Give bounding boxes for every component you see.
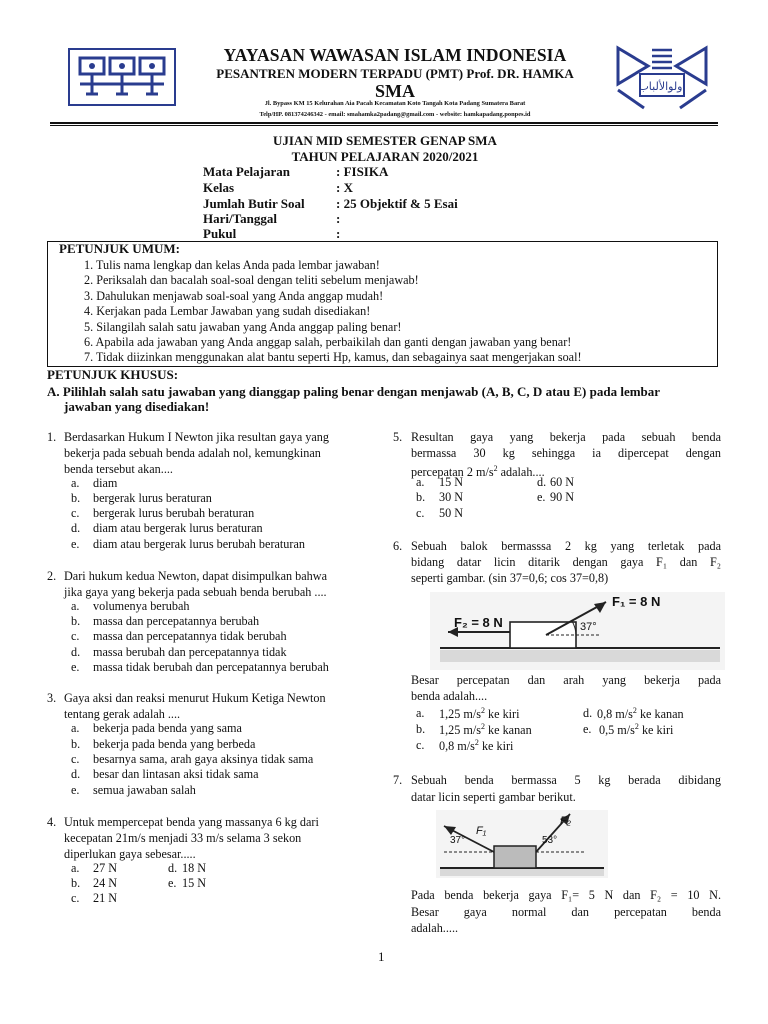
option-key: b. (71, 491, 81, 505)
option-text: 21 N (93, 891, 118, 905)
option-key: b. (416, 722, 426, 736)
question-text: Sebuah balok bermasssa 2 kg yang terletak pada (411, 539, 721, 553)
meta-label: Kelas (203, 180, 235, 195)
option-text: massa tidak berubah dan percepatannya berubah (93, 660, 329, 674)
pesantren-name: PESANTREN MODERN TERPADU (PMT) Prof. DR. HAMKA (216, 66, 574, 81)
general-instruction-item: 5. Silangilah salah satu jawaban yang Anda anggap paling benar! (84, 320, 402, 334)
meta-value: : 25 Objektif & 5 Esai (336, 196, 458, 211)
option-text: bekerja pada benda yang berbeda (93, 737, 256, 751)
option-key: b. (416, 490, 426, 504)
option-text: volumenya berubah (93, 599, 190, 613)
angle-label: 37° (580, 621, 597, 633)
school-logo-right (614, 44, 710, 112)
option-text: 18 N (182, 861, 207, 875)
option-direction: ke kiri (638, 723, 674, 738)
emblem-arabic-text: أولوالألباب (638, 80, 686, 93)
option-text: 15 N (439, 475, 464, 489)
option-value: 0,8 m/s (439, 739, 475, 754)
meta-value: : (336, 211, 341, 226)
option-key: c. (416, 506, 425, 520)
question-text: benda adalah.... (411, 689, 488, 703)
option-key: e. (71, 783, 80, 797)
superscript: 2 (634, 722, 639, 731)
question-number: 7. (393, 773, 403, 787)
meta-value: : (336, 226, 341, 241)
question-text: bermassa 30 kg sehingga ia dipercepat dengan (411, 446, 721, 460)
option-text: 60 N (550, 475, 575, 489)
option-text: bergerak lurus beraturan (93, 491, 212, 505)
question-text: bekerja pada sebuah benda adalah nol, kemungkinan (64, 446, 321, 460)
option-direction: ke kanan (636, 707, 684, 722)
option-key: d. (71, 645, 81, 659)
option-direction: ke kanan (484, 723, 532, 738)
option-text: besar dan lintasan aksi tidak sama (93, 767, 259, 781)
option-value: 0,8 m/s (597, 707, 633, 722)
option-text: bekerja pada benda yang sama (93, 721, 242, 735)
superscript: 2 (474, 738, 479, 747)
option-key: c. (416, 738, 425, 752)
force-label-f1: F₁ = 8 N (612, 594, 661, 609)
general-instruction-item: 4. Kerjakan pada Lembar Jawaban yang sudah disediakan! (84, 304, 371, 318)
general-instruction-item: 6. Apabila ada jawaban yang Anda anggap salah, perbaikilah dan ganti dengan jawaban yang benar! (84, 335, 572, 349)
option-value: 1,25 m/s (439, 707, 481, 722)
option-text (439, 738, 513, 754)
option-key: a. (71, 721, 80, 735)
option-text: massa berubah dan percepatannya tidak (93, 645, 287, 659)
option-text: massa dan percepatannya berubah (93, 614, 260, 628)
option-key: a. (416, 706, 425, 720)
question-text: Dari hukum kedua Newton, dapat disimpulkan bahwa (64, 569, 327, 583)
option-text: 50 N (439, 506, 464, 520)
question-text: kecepatan 21m/s menjadi 33 m/s selama 3 sekon (64, 831, 302, 845)
option-text: 15 N (182, 876, 207, 890)
option-text: massa dan percepatannya tidak berubah (93, 629, 287, 643)
question-text: Pada benda bekerja gaya F₁= 5 N dan F₂ = 10 N. (411, 888, 721, 902)
option-text: 24 N (93, 876, 118, 890)
meta-label: Mata Pelajaran (203, 164, 291, 179)
option-text: 90 N (550, 490, 575, 504)
option-key: e. (71, 660, 80, 674)
option-value: 1,25 m/s (439, 723, 481, 738)
question-text: Resultan gaya yang bekerja pada sebuah benda (411, 430, 721, 444)
option-text: diam atau bergerak lurus beraturan (93, 521, 263, 535)
general-instruction-item: 3. Dahulukan menjawab soal-soal yang Anda anggap mudah! (84, 289, 384, 303)
meta-label: Pukul (203, 226, 237, 241)
question-number: 5. (393, 430, 403, 444)
question-text-part: percepatan 2 m/s (411, 465, 494, 480)
special-instruction-line: jawaban yang disediakan! (64, 399, 210, 414)
option-key: d. (71, 767, 81, 781)
circuit-logo-icon (70, 50, 174, 104)
force-label-f2: F₂ = 8 N (454, 615, 503, 630)
header-divider (50, 122, 718, 124)
option-key: b. (71, 737, 81, 751)
option-key: c. (71, 506, 80, 520)
question-number: 2. (47, 569, 57, 583)
question-text: Berdasarkan Hukum I Newton jika resultan gaya yang (64, 430, 329, 444)
school-logo-left (68, 48, 176, 106)
option-key: e. (168, 876, 177, 890)
option-key: d. (537, 475, 547, 489)
option-direction: ke kiri (478, 739, 514, 754)
school-address: Jl. Bypass KM 15 Kelurahan Aia Pacah Kecamatan Koto Tangah Kota Padang Sumatera Barat (264, 100, 526, 107)
question-text: datar licin seperti gambar berikut. (411, 790, 576, 804)
option-text: semua jawaban salah (93, 783, 196, 797)
question-number: 6. (393, 539, 403, 553)
option-key: d. (71, 521, 81, 535)
header-divider-thin (50, 125, 718, 126)
option-text: 27 N (93, 861, 118, 875)
question-text (411, 461, 545, 480)
superscript: 2 (632, 706, 637, 715)
question-text: Sebuah benda bermassa 5 kg berada dibidang (411, 773, 721, 787)
option-key: e. (537, 490, 546, 504)
question-text: benda tersebut akan.... (64, 462, 173, 476)
superscript: 2 (480, 706, 485, 715)
general-instruction-item: 1. Tulis nama lengkap dan kelas Anda pada lembar jawaban! (84, 258, 380, 272)
question-number: 3. (47, 691, 57, 705)
angle-label: 53° (542, 835, 558, 846)
question-text: Gaya aksi dan reaksi menurut Hukum Ketiga Newton (64, 691, 326, 705)
question-text: diperlukan gaya sebesar..... (64, 847, 196, 861)
force-label-f2: F₂ (560, 815, 571, 827)
option-key: a. (416, 475, 425, 489)
option-key: c. (71, 891, 80, 905)
question-text: jika gaya yang bekerja pada sebuah benda berubah .... (64, 585, 327, 599)
exam-title: UJIAN MID SEMESTER GENAP SMA (273, 133, 497, 148)
option-text: 30 N (439, 490, 464, 504)
question-text-part: adalah.... (497, 465, 545, 480)
superscript: 2 (493, 464, 498, 473)
question-text: Untuk mempercepat benda yang massanya 6 kg dari (64, 815, 319, 829)
meta-value: : FISIKA (336, 164, 389, 179)
question-number: 1. (47, 430, 57, 444)
question-text: Besar percepatan dan arah yang bekerja pada (411, 673, 721, 687)
page-number: 1 (378, 949, 385, 964)
question-text: seperti gambar. (sin 37=0,6; cos 37=0,8) (411, 571, 609, 585)
exam-year: TAHUN PELAJARAN 2020/2021 (291, 149, 479, 164)
superscript: 2 (480, 722, 485, 731)
meta-value: : X (336, 180, 353, 195)
special-instructions-title: PETUNJUK KHUSUS: (47, 367, 179, 382)
option-key: a. (71, 861, 80, 875)
option-key: b. (71, 614, 81, 628)
option-text (599, 722, 673, 738)
question-text: adalah..... (411, 921, 459, 935)
general-instruction-item: 7. Tidak diizinkan menggunakan alat bantu seperti Hp, kamus, dan sebagainya saat mengerjakan soal! (84, 350, 582, 364)
question-text: bidang datar licin ditarik dengan gaya F₁ dan F₂ (411, 555, 721, 569)
emblem-icon (614, 44, 710, 112)
option-key: c. (71, 629, 80, 643)
option-text: bergerak lurus berubah beraturan (93, 506, 255, 520)
question-text: Besar gaya normal dan percepatan benda (411, 905, 721, 919)
option-text (597, 706, 684, 722)
option-text: diam atau bergerak lurus berubah beraturan (93, 537, 305, 551)
special-instruction-line: A. Pilihlah salah satu jawaban yang dianggap paling benar dengan menjawab (A, B, C, D atau E) pada lembar (47, 384, 661, 399)
option-key: e. (583, 722, 592, 736)
option-key: a. (71, 599, 80, 613)
option-key: b. (71, 876, 81, 890)
question-text: tentang gerak adalah .... (64, 707, 181, 721)
meta-label: Jumlah Butir Soal (203, 196, 305, 211)
option-text (439, 722, 532, 738)
option-text: diam (93, 476, 118, 490)
option-key: a. (71, 476, 80, 490)
angle-label: 37° (450, 835, 466, 846)
question-number: 4. (47, 815, 57, 829)
option-key: c. (71, 752, 80, 766)
school-contact: Telp/HP. 081374246342 - email: smahamka2padang@gmail.com - website: hamkapadang.ponpes.id (259, 111, 531, 118)
option-text: besarnya sama, arah gaya aksinya tidak sama (93, 752, 314, 766)
option-key: e. (71, 537, 80, 551)
foundation-name: YAYASAN WAWASAN ISLAM INDONESIA (223, 45, 567, 65)
meta-label: Hari/Tanggal (203, 211, 277, 226)
school-level: SMA (375, 81, 415, 101)
option-text (439, 706, 520, 722)
q7-force-diagram (436, 810, 608, 878)
general-instruction-item: 2. Periksalah dan bacalah soal-soal dengan teliti sebelum menjawab! (84, 273, 419, 287)
general-instructions-title: PETUNJUK UMUM: (59, 241, 180, 256)
option-direction: ke kiri (484, 707, 520, 722)
option-key: d. (168, 861, 178, 875)
option-key: d. (583, 706, 593, 720)
q6-force-diagram (430, 592, 725, 670)
option-value: 0,5 m/s (599, 723, 635, 738)
force-label-f1: F₁ (476, 825, 487, 837)
